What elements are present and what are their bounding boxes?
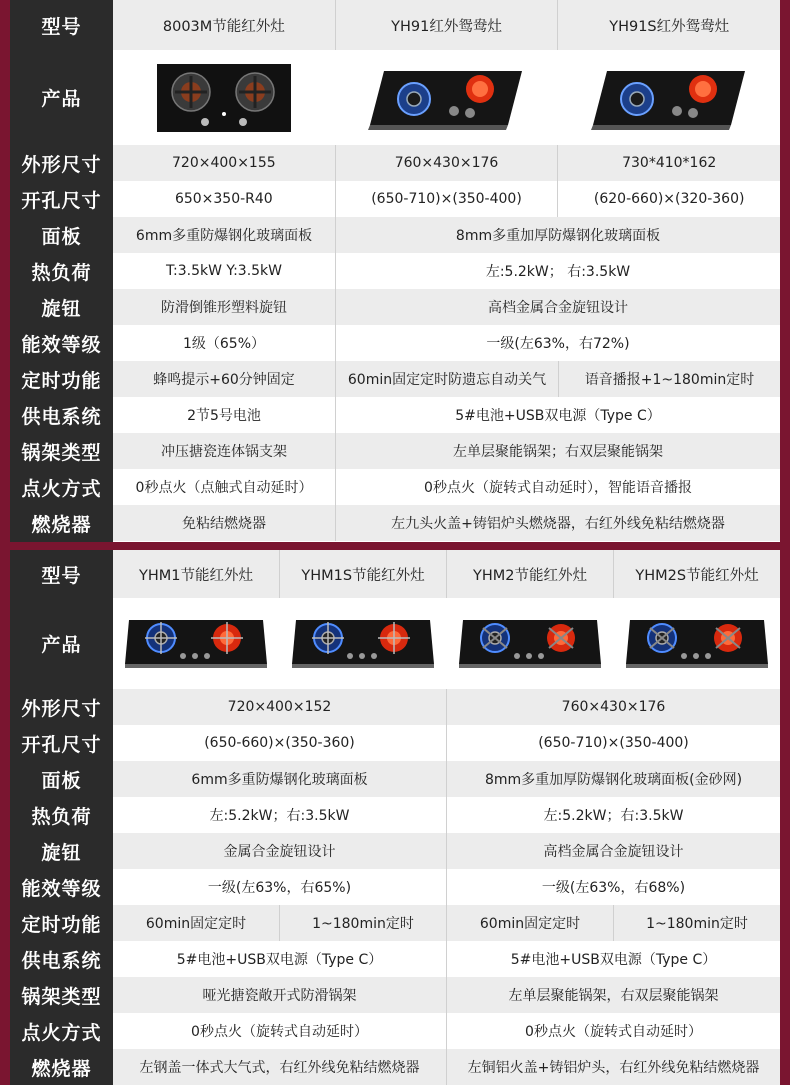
- row-values-2: [113, 550, 780, 1085]
- label-knob: 旋钮: [41, 297, 82, 320]
- label-efficiency: 能效等级: [21, 333, 102, 356]
- efficiency-value: 一级(左63%，右68%): [446, 869, 780, 905]
- label-product: 产品: [41, 88, 82, 110]
- label-power: 供电系统: [21, 405, 102, 428]
- size-value: 720×400×152: [113, 689, 446, 725]
- stove-yhm2s-icon: [624, 618, 770, 670]
- product-image-8003m: [113, 50, 335, 145]
- burner-row: [113, 505, 780, 541]
- cutout-value: (650-660)×(350-360): [113, 725, 446, 761]
- label-burner: 燃烧器: [31, 513, 92, 536]
- ignition-value: 0秒点火（点触式自动延时）: [113, 469, 335, 505]
- label-model: 型号: [41, 15, 82, 38]
- label-knob: 旋钮: [41, 841, 82, 864]
- label-model: 型号: [41, 564, 82, 587]
- label-burner: 燃烧器: [31, 1057, 92, 1080]
- knob-value: 高档金属合金旋钮设计: [335, 289, 780, 325]
- power-value: 2节5号电池: [113, 397, 335, 433]
- ignition-row: [113, 469, 780, 505]
- timer-value: 60min固定定时: [446, 905, 613, 941]
- product-image-yh91s: [558, 50, 780, 145]
- ignition-value: 0秒点火（旋转式自动延时）: [446, 1013, 780, 1049]
- power-row: [113, 397, 780, 433]
- rack-value: 哑光搪瓷敞开式防滑锅架: [113, 977, 446, 1013]
- heat-row: [113, 797, 780, 833]
- label-ignition: 点火方式: [21, 477, 102, 500]
- size-row: [113, 145, 780, 181]
- row-labels-2: [10, 550, 113, 1085]
- model-row: [113, 0, 780, 50]
- cutout-row: [113, 725, 780, 761]
- product-row: [113, 50, 780, 145]
- burner-value: 左九头火盖+铸铝炉头燃烧器，右红外线免粘结燃烧器: [335, 505, 780, 541]
- cutout-row: [113, 181, 780, 217]
- spec-table-2: [10, 550, 780, 1081]
- model-name: YH91S红外鸳鸯灶: [557, 0, 780, 50]
- rack-row: [113, 977, 780, 1013]
- heat-row: [113, 253, 780, 289]
- stove-8003m-icon: [157, 64, 291, 132]
- size-value: 720×400×155: [113, 145, 335, 181]
- timer-value: 60min固定定时防遗忘自动关气: [335, 361, 558, 397]
- row-values-1: [113, 0, 780, 542]
- label-cutout: 开孔尺寸: [21, 733, 102, 756]
- stove-yhm1s-icon: [290, 618, 436, 670]
- heat-value: 左:5.2kW；右:3.5kW: [446, 797, 780, 833]
- efficiency-value: 一级(左63%，右65%): [113, 869, 446, 905]
- panel-value: 8mm多重加厚防爆钢化玻璃面板(金砂网): [446, 761, 780, 797]
- model-name: YH91红外鸳鸯灶: [335, 0, 558, 50]
- size-row: [113, 689, 780, 725]
- efficiency-row: [113, 325, 780, 361]
- rack-value: 冲压搪瓷连体锅支架: [113, 433, 335, 469]
- label-cutout: 开孔尺寸: [21, 189, 102, 212]
- knob-value: 高档金属合金旋钮设计: [446, 833, 780, 869]
- power-value: 5#电池+USB双电源（Type C）: [113, 941, 446, 977]
- efficiency-value: 1级（65%）: [113, 325, 335, 361]
- ignition-value: 0秒点火（旋转式自动延时），智能语音播报: [335, 469, 780, 505]
- panel-value: 6mm多重防爆钢化玻璃面板: [113, 761, 446, 797]
- burner-row: [113, 1049, 780, 1085]
- timer-row: [113, 905, 780, 941]
- panel-row: [113, 217, 780, 253]
- burner-value: 免粘结燃烧器: [113, 505, 335, 541]
- label-rack: 锅架类型: [21, 985, 102, 1008]
- knob-value: 防滑倒锥形塑料旋钮: [113, 289, 335, 325]
- label-product: 产品: [41, 634, 82, 656]
- size-value: 760×430×176: [335, 145, 558, 181]
- model-row: [113, 550, 780, 598]
- timer-value: 蜂鸣提示+60分钟固定: [113, 361, 335, 397]
- burner-value: 左铜铝火盖+铸铝炉头，右红外线免粘结燃烧器: [446, 1049, 780, 1085]
- label-ignition: 点火方式: [21, 1021, 102, 1044]
- stove-yh91-icon: [366, 63, 526, 133]
- model-name: YHM2节能红外灶: [446, 550, 613, 598]
- label-heat: 热负荷: [31, 261, 92, 284]
- timer-value: 60min固定定时: [113, 905, 279, 941]
- size-value: 760×430×176: [446, 689, 780, 725]
- label-heat: 热负荷: [31, 805, 92, 828]
- cutout-value: (620-660)×(320-360): [557, 181, 780, 217]
- heat-value: T:3.5kW Y:3.5kW: [113, 253, 335, 289]
- stove-yhm1-icon: [123, 618, 269, 670]
- timer-row: [113, 361, 780, 397]
- label-timer: 定时功能: [21, 369, 102, 392]
- row-labels-1: [10, 0, 113, 542]
- label-rack: 锅架类型: [21, 441, 102, 464]
- stove-yh91s-icon: [589, 63, 749, 133]
- product-image-yh91: [335, 50, 557, 145]
- model-name: 8003M节能红外灶: [113, 0, 335, 50]
- model-name: YHM1S节能红外灶: [279, 550, 446, 598]
- stove-yhm2-icon: [457, 618, 603, 670]
- efficiency-row: [113, 869, 780, 905]
- power-row: [113, 941, 780, 977]
- size-value: 730*410*162: [557, 145, 780, 181]
- heat-value: 左:5.2kW； 右:3.5kW: [335, 253, 780, 289]
- rack-row: [113, 433, 780, 469]
- panel-row: [113, 761, 780, 797]
- label-panel: 面板: [41, 769, 82, 792]
- model-name: YHM2S节能红外灶: [613, 550, 780, 598]
- ignition-value: 0秒点火（旋转式自动延时）: [113, 1013, 446, 1049]
- knob-value: 金属合金旋钮设计: [113, 833, 446, 869]
- label-size: 外形尺寸: [21, 697, 102, 720]
- power-value: 5#电池+USB双电源（Type C）: [335, 397, 780, 433]
- rack-value: 左单层聚能锅架，右双层聚能锅架: [446, 977, 780, 1013]
- product-row: [113, 598, 780, 689]
- label-size: 外形尺寸: [21, 153, 102, 176]
- label-efficiency: 能效等级: [21, 877, 102, 900]
- panel-value: 6mm多重防爆钢化玻璃面板: [113, 217, 335, 253]
- cutout-value: (650-710)×(350-400): [335, 181, 558, 217]
- panel-value: 8mm多重加厚防爆钢化玻璃面板: [335, 217, 780, 253]
- spec-table-1: [10, 0, 780, 542]
- cutout-value: 650×350-R40: [113, 181, 335, 217]
- knob-row: [113, 833, 780, 869]
- timer-value: 1~180min定时: [613, 905, 780, 941]
- heat-value: 左:5.2kW；右:3.5kW: [113, 797, 446, 833]
- product-image-yhm2s: [613, 598, 780, 689]
- timer-value: 1~180min定时: [279, 905, 446, 941]
- timer-value: 语音播报+1~180min定时: [558, 361, 780, 397]
- label-panel: 面板: [41, 225, 82, 248]
- efficiency-value: 一级(左63%，右72%): [335, 325, 780, 361]
- rack-value: 左单层聚能锅架；右双层聚能锅架: [335, 433, 780, 469]
- product-image-yhm1: [113, 598, 280, 689]
- knob-row: [113, 289, 780, 325]
- product-image-yhm1s: [280, 598, 447, 689]
- label-power: 供电系统: [21, 949, 102, 972]
- label-timer: 定时功能: [21, 913, 102, 936]
- product-image-yhm2: [447, 598, 614, 689]
- burner-value: 左钢盖一体式大气式，右红外线免粘结燃烧器: [113, 1049, 446, 1085]
- model-name: YHM1节能红外灶: [113, 550, 279, 598]
- ignition-row: [113, 1013, 780, 1049]
- cutout-value: (650-710)×(350-400): [446, 725, 780, 761]
- power-value: 5#电池+USB双电源（Type C）: [446, 941, 780, 977]
